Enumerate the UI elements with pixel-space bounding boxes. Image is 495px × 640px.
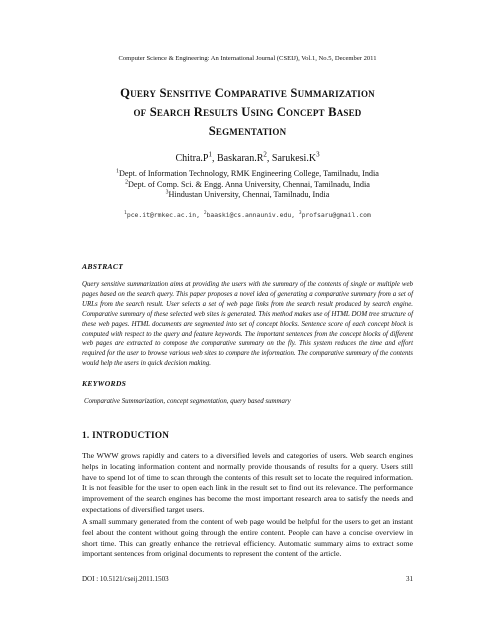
email-1-sup: 1 (124, 210, 127, 216)
introduction-heading: 1. INTRODUCTION (82, 430, 170, 440)
author-2-sup: 2 (263, 150, 267, 159)
author-separator: , (212, 153, 217, 164)
doi: DOI : 10.5121/cseij.2011.1503 (82, 575, 169, 583)
title-line-3: Segmentation (208, 124, 287, 138)
email-2-sup: 2 (203, 210, 207, 216)
author-1-sup: 1 (208, 150, 212, 159)
title-line-2: of Search Results Using Concept Based (133, 105, 362, 119)
keywords-heading: KEYWORDS (82, 379, 127, 388)
paper-title (60, 84, 435, 141)
affiliations (0, 169, 495, 201)
email-3-sup: 3 (298, 210, 302, 216)
title-line-1: Query Sensitive Comparative Summarization (120, 86, 375, 100)
affiliation-2-text: Dept. of Comp. Sci. & Engg. Anna University, Chennai, Tamilnadu, India (128, 179, 370, 189)
keywords-text: Comparative Summarization, concept segmentation, query based summary (84, 398, 291, 405)
author-3-sup: 3 (316, 150, 320, 159)
running-head: Computer Science & Engineering: An International Journal (CSEIJ), Vol.1, No.5, December 2011 (118, 55, 377, 62)
affiliation-2-sup: 2 (125, 178, 129, 185)
abstract-heading: ABSTRACT (82, 262, 124, 271)
introduction-paragraph-2: A small summary generated from the content of web page would be helpful for the users to get an instant feel about the content without going through the entire content. People can have a concise overview in short time. This can greatly enhance the retrieval efficiency. Automatic summary aims to extract some important sentences from original documents to represent the content of the article. (82, 517, 413, 559)
email-1[interactable]: pce.it@rmkec.ac.in, (126, 211, 200, 219)
affiliation-1-sup: 1 (116, 168, 119, 175)
affiliation-1-text: Dept. of Information Technology, RMK Engineering College, Tamilnadu, India (118, 169, 379, 178)
abstract-text: Query sensitive summarization aims at providing the users with the summary of the contents of single or multiple web pages based on the search query. This paper proposes a novel idea of generating a comparative summary from a set of URLs from the search result. User selects a set of web page links from the search result produced by search engine. Comparative summary of these selected web sites is generated. This method makes use of HTML DOM tree structure of these web pages. HTML documents are segmented into set of concept blocks. Sentence score of each concept block is computed with respect to the query and feature keywords. The important sentences from the concept blocks of different web pages are extracted to compose the comparative summary on the fly. This system reduces the time and effort required for the user to browse various web sites to compare the information. The comparative summary of the contents would help the users in quick decision making. (82, 281, 413, 368)
affiliation-1 (0, 169, 495, 180)
author-2: Baskaran.R (217, 153, 264, 164)
author-emails (0, 211, 495, 219)
page-number: 31 (406, 575, 413, 583)
author-3: Sarukesi.K (271, 153, 317, 164)
email-3[interactable]: profsaru@gmail.com (301, 211, 371, 219)
author-1: Chitra.P (175, 153, 209, 164)
introduction-paragraph-1: The WWW grows rapidly and caters to a diversified levels and categories of users. Web search engines helps in locating information content and normally provide thousands of results for a query. Users still have to spend lot of time to scan through the contents of this result set to locate the required information. It is not feasible for the user to open each link in the result set to find out its relevance. The performance improvement of the search engines has become the most important research area to satisfy the needs and expectations of diversified target users. (82, 451, 413, 514)
affiliation-3-sup: 3 (165, 189, 169, 196)
affiliation-2 (0, 180, 495, 191)
author-list (0, 150, 495, 164)
affiliation-3-text: Hindustan University, Chennai, Tamilnadu, India (168, 190, 330, 199)
author-separator: , (266, 153, 272, 164)
affiliation-3 (0, 190, 495, 201)
email-2[interactable]: baaski@cs.annauniv.edu, (206, 211, 296, 219)
